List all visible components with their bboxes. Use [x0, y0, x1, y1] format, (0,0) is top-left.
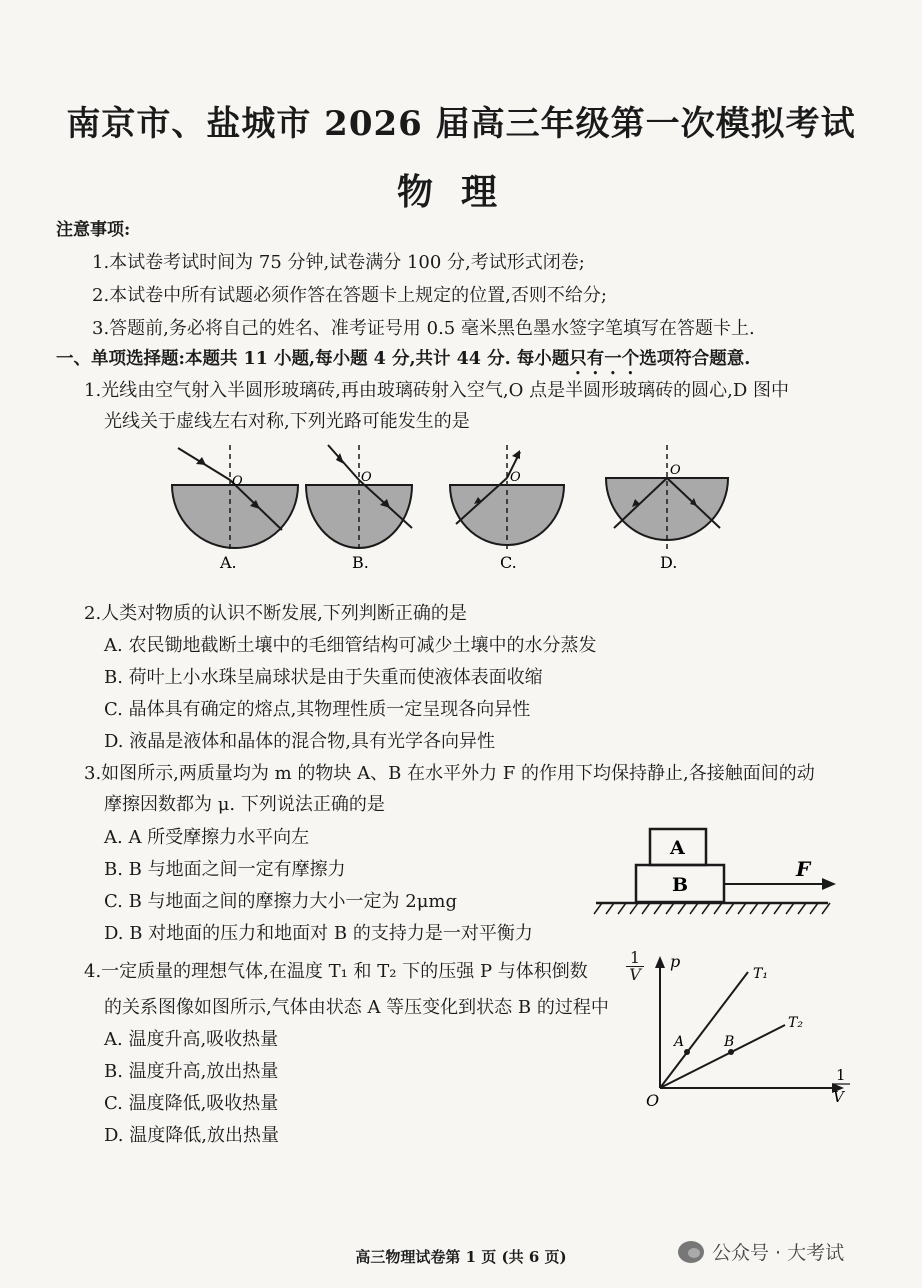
- q4-stem-line1-text: 4.一定质量的理想气体,在温度 T₁ 和 T₂ 下的压强 P 与体积倒数: [84, 961, 588, 982]
- page-footer: 高三物理试卷第 1 页 (共 6 页): [355, 1248, 567, 1266]
- q1-figure-a: [172, 445, 298, 572]
- q2-option-a: A. 农民锄地截断土壤中的毛细管结构可减少土壤中的水分蒸发: [104, 635, 597, 656]
- q1-d-center-label: O: [670, 463, 681, 478]
- state-a-point: [684, 1049, 690, 1055]
- section-heading-c: 选项符合题意.: [639, 349, 751, 369]
- q4-stem-line2: 的关系图像如图所示,气体由状态 A 等压变化到状态 B 的过程中: [104, 997, 609, 1018]
- q3-stem-line2: 摩擦因数都为 μ. 下列说法正确的是: [104, 794, 385, 815]
- note-item-2: 2.本试卷中所有试题必须作答在答题卡上规定的位置,否则不给分;: [92, 285, 607, 306]
- q4-x-axis-num: 1: [836, 1066, 846, 1084]
- q4-y-axis-label: p: [670, 952, 681, 971]
- q1-figure-b: [306, 445, 412, 572]
- watermark: [678, 1238, 844, 1265]
- q1-figure-c: [450, 445, 564, 572]
- section-heading-a: 一、单项选择题:本题共 11 小题,每小题 4 分,共计 44 分. 每小题: [56, 349, 570, 369]
- q4-point-a-label: A: [674, 1034, 685, 1050]
- q3-option-b: B. B 与地面之间一定有摩擦力: [104, 859, 346, 880]
- q1-figure-d: [606, 445, 728, 572]
- q2-option-d: D. 液晶是液体和晶体的混合物,具有光学各向异性: [104, 731, 495, 752]
- q2-option-b: B. 荷叶上小水珠呈扁球状是由于失重而使液体表面收缩: [104, 667, 543, 688]
- notes-heading: 注意事项:: [56, 220, 131, 240]
- note-item-1: 1.本试卷考试时间为 75 分钟,试卷满分 100 分,考试形式闭卷;: [92, 252, 585, 273]
- isotherm-t1: [660, 972, 748, 1088]
- force-label: F: [796, 857, 811, 881]
- q4-option-d: D. 温度降低,放出热量: [104, 1125, 279, 1146]
- q3-stem-line1: 3.如图所示,两质量均为 m 的物块 A、B 在水平外力 F 的作用下均保持静止,各接触面间的动: [84, 763, 815, 784]
- q3-option-d: D. B 对地面的压力和地面对 B 的支持力是一对平衡力: [104, 923, 533, 944]
- q1-option-b-label: B.: [352, 553, 369, 572]
- q1-a-center-label: O: [232, 474, 243, 489]
- q4-option-a: A. 温度升高,吸收热量: [104, 1029, 279, 1050]
- exam-subject: 物理: [396, 171, 525, 213]
- q2-option-c: C. 晶体具有确定的熔点,其物理性质一定呈现各向异性: [104, 699, 531, 720]
- q4-option-c: C. 温度降低,吸收热量: [104, 1093, 279, 1114]
- block-a-label: A: [670, 837, 685, 859]
- q3-figure: [590, 822, 840, 922]
- q4-t1-label: T₁: [753, 966, 768, 982]
- section-heading: [56, 347, 750, 379]
- q4-frac-num: 1: [626, 950, 644, 967]
- q4-t2-label: T₂: [788, 1015, 803, 1031]
- q1-figures: [160, 440, 750, 575]
- q1-stem-line1: 1.光线由空气射入半圆形玻璃砖,再由玻璃砖射入空气,O 点是半圆形玻璃砖的圆心,D 图中: [84, 380, 789, 401]
- q4-point-b-label: B: [724, 1034, 735, 1050]
- q2-stem: 2.人类对物质的认识不断发展,下列判断正确的是: [84, 603, 467, 624]
- q1-option-a-label: A.: [220, 553, 237, 572]
- q1-c-center-label: O: [510, 470, 521, 485]
- q1-option-d-label: D.: [660, 553, 678, 572]
- watermark-text: 公众号 · 大考试: [712, 1242, 845, 1264]
- force-arrow-head: [822, 878, 836, 890]
- q4-graph: [640, 950, 860, 1110]
- note-item-3: 3.答题前,务必将自己的姓名、准考证号用 0.5 毫米黑色墨水签字笔填写在答题卡上.: [92, 318, 755, 339]
- q3-option-a: A. A 所受摩擦力水平向左: [104, 827, 310, 848]
- q3-option-c: C. B 与地面之间的摩擦力大小一定为 2μmg: [104, 891, 457, 912]
- q4-frac-den: V: [629, 965, 641, 984]
- q1-b-center-label: O: [361, 470, 372, 485]
- wechat-icon: [678, 1241, 704, 1263]
- section-heading-emphasis: 只有一个: [569, 349, 640, 369]
- q4-x-axis-den: V: [833, 1088, 844, 1106]
- block-b-label: B: [672, 874, 689, 896]
- ground-hatch: [594, 903, 830, 914]
- q1-option-c-label: C.: [500, 553, 517, 572]
- q4-stem-line1: [84, 960, 588, 984]
- q4-origin-label: O: [646, 1091, 660, 1110]
- q1-stem-line2: 光线关于虚线左右对称,下列光路可能发生的是: [104, 411, 470, 432]
- q4-option-b: B. 温度升高,放出热量: [104, 1061, 279, 1082]
- exam-title: 南京市、盐城市 2026 届高三年级第一次模拟考试: [66, 104, 856, 144]
